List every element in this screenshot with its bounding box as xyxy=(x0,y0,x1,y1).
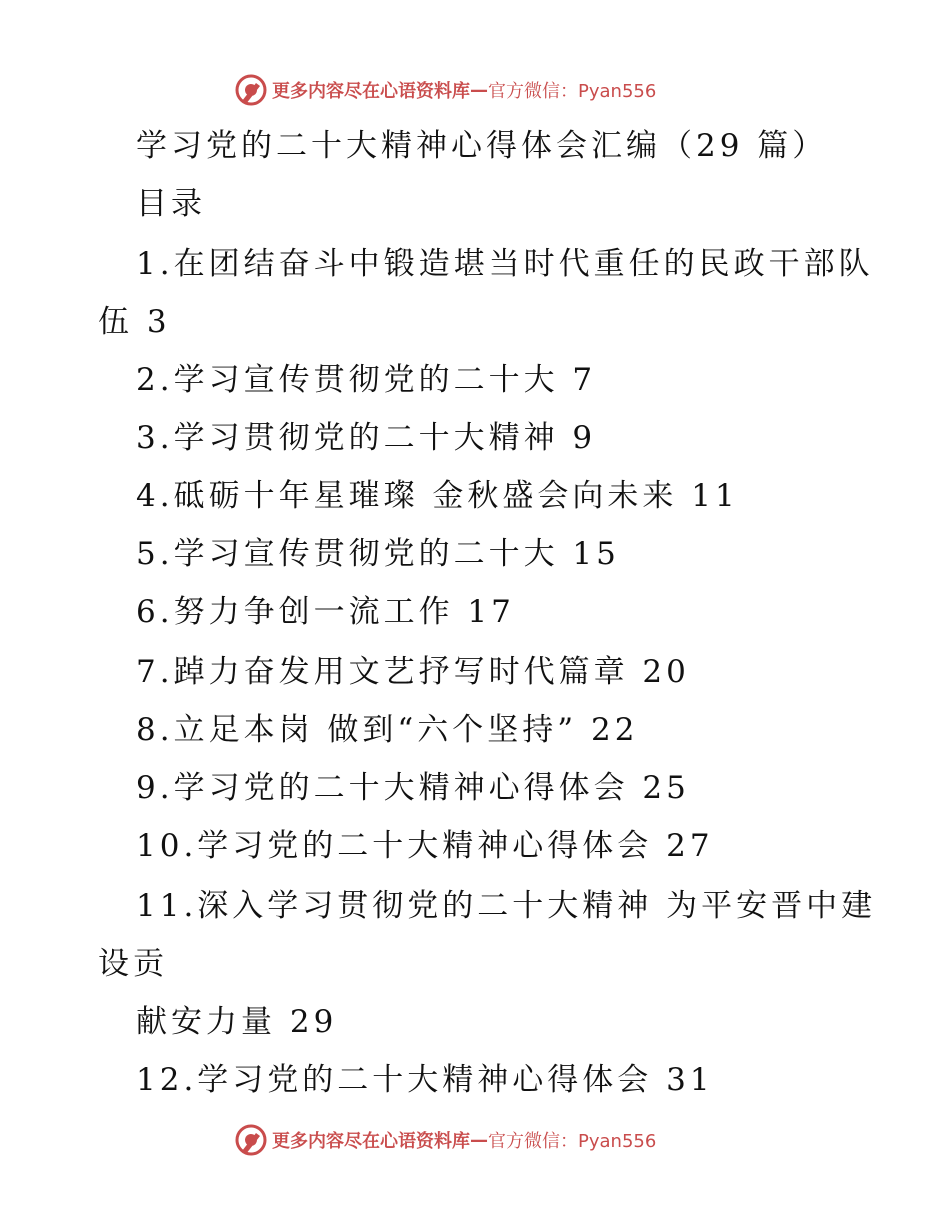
toc-line: 3.学习贯彻党的二十大精神 9 xyxy=(136,420,597,456)
document-title: 学习党的二十大精神心得体会汇编（29 篇） xyxy=(136,128,828,164)
pen-logo-icon xyxy=(234,1123,268,1157)
toc-line: 10.学习党的二十大精神心得体会 27 xyxy=(136,828,714,864)
toc-line: 2.学习宣传贯彻党的二十大 7 xyxy=(136,362,597,398)
watermark-text: 更多内容尽在心语资料库 xyxy=(272,81,470,102)
watermark-dash: — xyxy=(470,79,488,101)
toc-line: 4.砥砺十年星璀璨 金秋盛会向未来 11 xyxy=(136,478,739,514)
toc-line: 7.踔力奋发用文艺抒写时代篇章 20 xyxy=(136,654,690,690)
toc-line: 11.深入学习贯彻党的二十大精神 为平安晋中建 xyxy=(136,888,877,924)
toc-line: 伍 3 xyxy=(98,304,171,340)
watermark-wechat: 官方微信：Pyan556 xyxy=(488,1131,657,1152)
toc-line: 献安力量 29 xyxy=(136,1004,338,1040)
toc-line: 1.在团结奋斗中锻造堪当时代重任的民政干部队 xyxy=(136,246,874,282)
toc-heading: 目录 xyxy=(136,186,206,222)
pen-logo-icon xyxy=(234,73,268,107)
footer-watermark xyxy=(234,1122,656,1158)
toc-line: 5.学习宣传贯彻党的二十大 15 xyxy=(136,536,620,572)
header-watermark xyxy=(234,72,656,108)
toc-line: 8.立足本岗 做到“六个坚持” 22 xyxy=(136,712,639,748)
toc-line: 设贡 xyxy=(98,946,168,982)
toc-line: 12.学习党的二十大精神心得体会 31 xyxy=(136,1062,714,1098)
watermark-text: 更多内容尽在心语资料库 xyxy=(272,1131,470,1152)
toc-line: 6.努力争创一流工作 17 xyxy=(136,594,515,630)
toc-line: 9.学习党的二十大精神心得体会 25 xyxy=(136,770,690,806)
watermark-wechat: 官方微信：Pyan556 xyxy=(488,81,657,102)
watermark-dash: — xyxy=(470,1129,488,1151)
